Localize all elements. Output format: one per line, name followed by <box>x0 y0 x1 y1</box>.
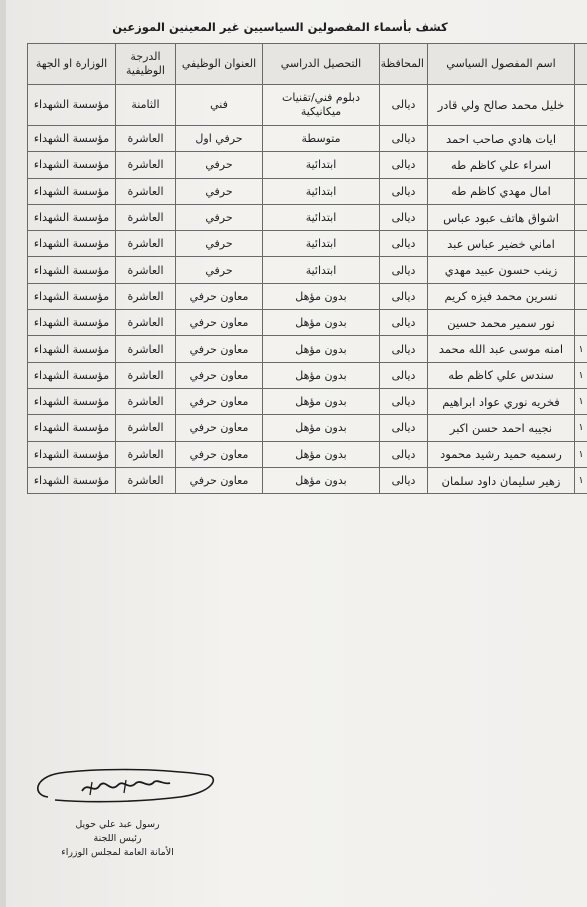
row-governorate: ديالى <box>380 362 428 388</box>
row-ministry: مؤسسة الشهداء <box>28 336 116 362</box>
row-ministry: مؤسسة الشهداء <box>28 126 116 152</box>
row-education: بدون مؤهل <box>263 283 380 309</box>
signatory-name: رسول عبد علي حويل <box>75 819 160 830</box>
row-job-title: معاون حرفي <box>176 362 263 388</box>
row-education: بدون مؤهل <box>263 467 380 493</box>
row-grade: العاشرة <box>116 467 176 493</box>
row-name: سندس علي كاظم طه <box>428 362 575 388</box>
header-ministry: الوزارة او الجهة <box>28 44 116 85</box>
table-row <box>28 336 587 362</box>
row-education: ابتدائية <box>263 231 380 257</box>
row-number: ١ <box>575 441 587 467</box>
table-row <box>28 257 587 283</box>
row-name: اماني خضير عباس عبد <box>428 231 575 257</box>
row-education: بدون مؤهل <box>263 441 380 467</box>
row-ministry: مؤسسة الشهداء <box>28 415 116 441</box>
row-education: متوسطة <box>263 126 380 152</box>
row-education: بدون مؤهل <box>263 415 380 441</box>
row-job-title: معاون حرفي <box>176 415 263 441</box>
table-row <box>28 283 587 309</box>
row-governorate: ديالى <box>380 336 428 362</box>
table-row <box>28 415 587 441</box>
row-governorate: ديالى <box>380 467 428 493</box>
row-job-title: حرفي <box>176 178 263 204</box>
header-governorate: المحافظة <box>380 44 428 85</box>
row-grade: العاشرة <box>116 178 176 204</box>
header-job-title: العنوان الوظيفي <box>176 44 263 85</box>
table-row <box>28 126 587 152</box>
signatory-position: رئيس اللجنة <box>93 833 142 844</box>
row-governorate: ديالى <box>380 415 428 441</box>
row-ministry: مؤسسة الشهداء <box>28 362 116 388</box>
row-ministry: مؤسسة الشهداء <box>28 204 116 230</box>
row-name: زينب حسون عبيد مهدي <box>428 257 575 283</box>
row-ministry: مؤسسة الشهداء <box>28 152 116 178</box>
row-education: بدون مؤهل <box>263 362 380 388</box>
row-number <box>575 204 587 230</box>
row-number <box>575 283 587 309</box>
row-governorate: ديالى <box>380 152 428 178</box>
row-governorate: ديالى <box>380 204 428 230</box>
table-row <box>28 388 587 414</box>
row-number <box>575 126 587 152</box>
header-grade: الدرجة الوظيفية <box>116 44 176 85</box>
table-row <box>28 310 587 336</box>
table-row <box>28 467 587 493</box>
row-job-title: حرفي <box>176 231 263 257</box>
row-education: دبلوم فني/تقنيات ميكانيكية <box>263 85 380 126</box>
row-education: ابتدائية <box>263 257 380 283</box>
signature-scribble <box>30 755 220 815</box>
row-job-title: معاون حرفي <box>176 388 263 414</box>
table-header-row <box>28 44 587 85</box>
row-name: اشواق هاتف عبود عباس <box>428 204 575 230</box>
row-number: ١ <box>575 362 587 388</box>
table-row <box>28 178 587 204</box>
row-governorate: ديالى <box>380 310 428 336</box>
row-name: اسراء علي كاظم طه <box>428 152 575 178</box>
row-number <box>575 152 587 178</box>
row-governorate: ديالى <box>380 257 428 283</box>
row-number <box>575 310 587 336</box>
row-education: ابتدائية <box>263 152 380 178</box>
row-grade: العاشرة <box>116 362 176 388</box>
row-grade: العاشرة <box>116 336 176 362</box>
row-grade: العاشرة <box>116 231 176 257</box>
row-ministry: مؤسسة الشهداء <box>28 310 116 336</box>
row-ministry: مؤسسة الشهداء <box>28 388 116 414</box>
table-row <box>28 204 587 230</box>
row-name: نسرين محمد فيزه كريم <box>428 283 575 309</box>
employees-table <box>27 43 587 494</box>
row-number <box>575 257 587 283</box>
table-body <box>28 85 587 494</box>
row-grade: العاشرة <box>116 283 176 309</box>
row-grade: العاشرة <box>116 415 176 441</box>
row-job-title: معاون حرفي <box>176 336 263 362</box>
row-number: ١ <box>575 415 587 441</box>
row-governorate: ديالى <box>380 178 428 204</box>
row-grade: العاشرة <box>116 126 176 152</box>
row-job-title: معاون حرفي <box>176 283 263 309</box>
row-education: بدون مؤهل <box>263 336 380 362</box>
row-job-title: معاون حرفي <box>176 467 263 493</box>
signature-block <box>30 755 220 895</box>
row-job-title: حرفي <box>176 204 263 230</box>
row-number: ١ <box>575 336 587 362</box>
table-row <box>28 152 587 178</box>
row-ministry: مؤسسة الشهداء <box>28 257 116 283</box>
row-number <box>575 178 587 204</box>
table-row <box>28 441 587 467</box>
row-ministry: مؤسسة الشهداء <box>28 231 116 257</box>
row-education: ابتدائية <box>263 178 380 204</box>
row-grade: العاشرة <box>116 204 176 230</box>
row-name: ايات هادي صاحب احمد <box>428 126 575 152</box>
row-job-title: حرفي اول <box>176 126 263 152</box>
row-number: ١ <box>575 467 587 493</box>
header-name: اسم المفصول السياسي <box>428 44 575 85</box>
row-name: فخريه نوري عواد ابراهيم <box>428 388 575 414</box>
row-governorate: ديالى <box>380 283 428 309</box>
row-governorate: ديالى <box>380 85 428 126</box>
row-name: خليل محمد صالح ولي قادر <box>428 85 575 126</box>
row-grade: العاشرة <box>116 152 176 178</box>
row-ministry: مؤسسة الشهداء <box>28 283 116 309</box>
header-num <box>575 44 587 85</box>
row-grade: العاشرة <box>116 441 176 467</box>
row-governorate: ديالى <box>380 441 428 467</box>
row-grade: العاشرة <box>116 310 176 336</box>
table-row <box>28 231 587 257</box>
table-row <box>28 85 587 126</box>
page-edge <box>0 0 6 907</box>
row-number <box>575 85 587 126</box>
row-name: نجيبه احمد حسن اكبر <box>428 415 575 441</box>
row-job-title: حرفي <box>176 257 263 283</box>
signature-text <box>30 818 205 860</box>
row-grade: الثامنة <box>116 85 176 126</box>
signatory-organization: الأمانة العامة لمجلس الوزراء <box>61 847 174 858</box>
row-ministry: مؤسسة الشهداء <box>28 441 116 467</box>
row-education: بدون مؤهل <box>263 388 380 414</box>
row-number <box>575 231 587 257</box>
row-job-title: فني <box>176 85 263 126</box>
table-row <box>28 362 587 388</box>
row-job-title: معاون حرفي <box>176 310 263 336</box>
row-governorate: ديالى <box>380 231 428 257</box>
document-title: كشف بأسماء المفصولين السياسيين غير المعينين الموزعين <box>112 20 448 34</box>
row-ministry: مؤسسة الشهداء <box>28 467 116 493</box>
row-job-title: حرفي <box>176 152 263 178</box>
row-name: امنه موسى عبد الله محمد <box>428 336 575 362</box>
row-ministry: مؤسسة الشهداء <box>28 85 116 126</box>
row-education: بدون مؤهل <box>263 310 380 336</box>
header-education: التحصيل الدراسي <box>263 44 380 85</box>
row-governorate: ديالى <box>380 126 428 152</box>
row-education: ابتدائية <box>263 204 380 230</box>
row-name: نور سمير محمد حسين <box>428 310 575 336</box>
row-ministry: مؤسسة الشهداء <box>28 178 116 204</box>
row-number: ١ <box>575 388 587 414</box>
row-governorate: ديالى <box>380 388 428 414</box>
row-grade: العاشرة <box>116 257 176 283</box>
row-grade: العاشرة <box>116 388 176 414</box>
row-name: رسميه حميد رشيد محمود <box>428 441 575 467</box>
row-name: زهير سليمان داود سلمان <box>428 467 575 493</box>
row-job-title: معاون حرفي <box>176 441 263 467</box>
row-name: امال مهدي كاظم طه <box>428 178 575 204</box>
